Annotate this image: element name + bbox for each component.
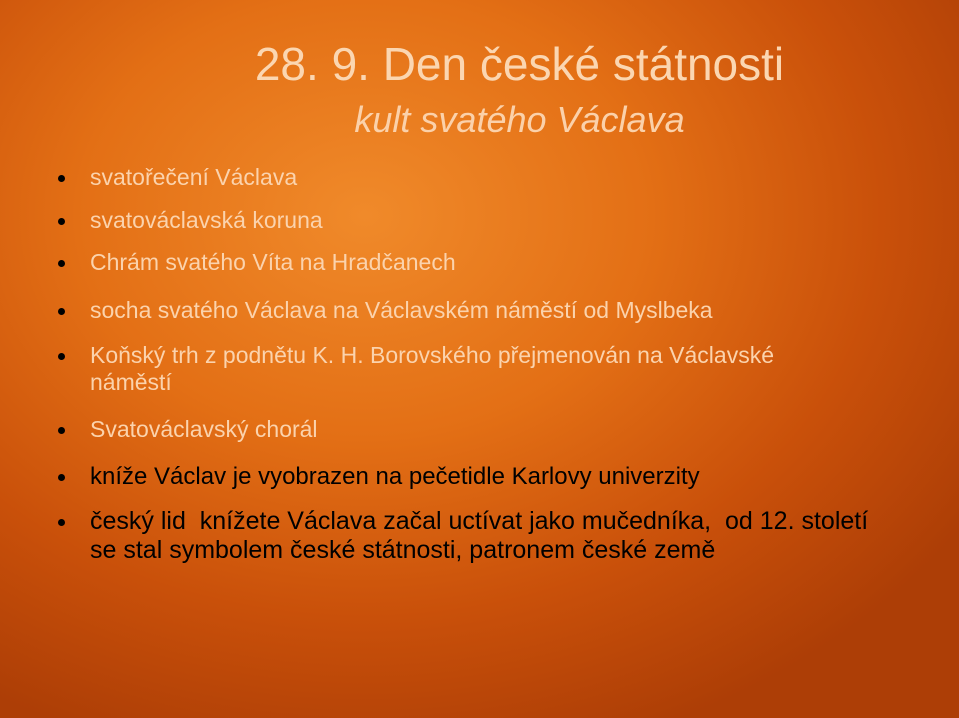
bullet-item <box>58 462 928 491</box>
bullet-text: svatořečení Václava <box>90 164 298 190</box>
bullet-dot-icon <box>58 260 65 267</box>
bullet-item <box>58 207 928 234</box>
bullet-item <box>58 164 928 191</box>
slide-title: 28. 9. Den české státnosti <box>254 38 785 90</box>
slide-subtitle: kult svatého Václava <box>354 99 685 140</box>
bullet-text: socha svatého Václava na Václavském náměstí od Myslbeka <box>90 297 713 323</box>
bullet-text: Koňský trh z podnětu K. H. Borovského přejmenován na Václavské náměstí <box>90 342 774 395</box>
bullet-text: český lid knížete Václava začal uctívat jako mučedníka, od 12. století se stal symbolem české státnosti, patronem české země <box>90 507 876 564</box>
bullet-dot-icon <box>58 474 65 481</box>
bullet-dot-icon <box>58 175 65 182</box>
bullet-item <box>58 342 928 396</box>
bullet-item <box>58 416 928 443</box>
bullet-dot-icon <box>58 308 65 315</box>
bullet-item <box>58 297 928 324</box>
bullet-text: svatováclavská koruna <box>90 207 323 233</box>
bullet-dot-icon <box>58 427 65 434</box>
bullet-list <box>58 164 928 565</box>
bullet-item <box>58 249 928 276</box>
bullet-dot-icon <box>58 218 65 225</box>
bullet-text: kníže Václav je vyobrazen na pečetidle Karlovy univerzity <box>90 463 700 490</box>
bullet-dot-icon <box>58 519 65 526</box>
bullet-text: Chrám svatého Víta na Hradčanech <box>90 249 456 275</box>
bullet-dot-icon <box>58 353 65 360</box>
bullet-text: Svatováclavský chorál <box>90 416 318 442</box>
bullet-item <box>58 507 928 565</box>
